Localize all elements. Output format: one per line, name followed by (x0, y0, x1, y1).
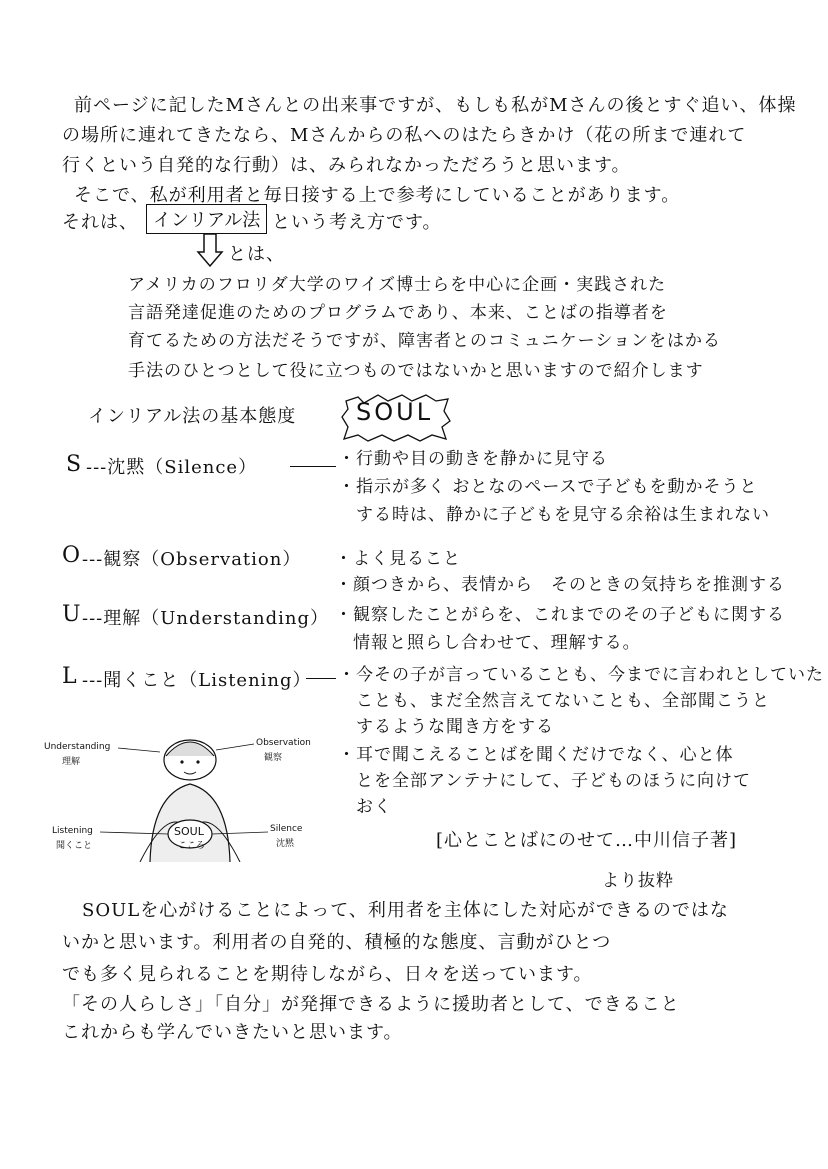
closing-line-2: いかと思います。利用者の自発的、積極的な態度、言動がひとつ (62, 932, 612, 953)
item-l-term: ---聞くこと（Listening） (82, 670, 312, 691)
item-s-desc-1: ・行動や目の動きを静かに見守る (338, 449, 608, 469)
definition-line-2: 言語発達促進のためのプログラムであり、本来、ことばの指導者を (128, 303, 668, 323)
item-l-desc-3: するような聞き方をする (338, 717, 554, 737)
intro-line-2: の場所に連れてきたなら、Mさんからの私へのはたらきかけ（花の所まで連れて (62, 125, 747, 146)
item-u-desc-1: ・観察したことがらを、これまでのその子どもに関する (335, 605, 785, 625)
closing-line-1: SOULを心がけることによって、利用者を主体にした対応ができるのではな (82, 900, 729, 921)
down-arrow-icon (192, 232, 232, 268)
closing-line-4: 「その人らしさ」「自分」が発揮できるように援助者として、できること (62, 994, 680, 1015)
item-l-desc-2: ことも、まだ全然言えてないことも、全部聞こうと (338, 691, 770, 711)
item-o-desc-1: ・よく見ること (335, 549, 461, 569)
illus-center-jp: こころ (178, 841, 206, 851)
item-s-letter: S (66, 452, 83, 477)
illus-observation-label: Observation (256, 738, 311, 748)
illus-silence-label: Silence (270, 824, 303, 834)
intro-line-3: 行くという自発的な行動）は、みられなかっただろうと思います。 (62, 155, 631, 176)
intro-line-4: そこで、私が利用者と毎日接する上で参考にしていることがあります。 (74, 185, 681, 206)
intro-line-1: 前ページに記したMさんとの出来事ですが、もしも私がMさんの後とすぐ追い、体操 (74, 95, 797, 116)
item-l-desc-4: ・耳で聞こえることばを聞くだけでなく、心と体 (338, 745, 734, 765)
item-s-connector (290, 466, 336, 467)
illus-listening-jp: 聞くこと (56, 841, 93, 851)
item-l-connector (306, 678, 336, 679)
item-o-letter: O (62, 543, 82, 568)
closing-line-3: でも多く見られることを期待しながら、日々を送っています。 (62, 964, 593, 985)
item-u-term: ---理解（Understanding） (82, 608, 329, 629)
intro-line-5-prefix: それは、 (62, 212, 138, 233)
definition-line-3: 育てるための方法だそうですが、障害者とのコミュニケーションをはかる (128, 331, 721, 351)
item-u-desc-2: 情報と照らし合わせて、理解する。 (335, 633, 641, 653)
item-u-letter: U (62, 602, 82, 627)
item-l-desc-6: おく (338, 797, 392, 817)
item-s-desc-3: する時は、静かに子どもを見守る余裕は生まれない (338, 505, 770, 525)
item-o-desc-2: ・顔つきから、表情から そのときの気持ちを推測する (335, 575, 785, 595)
intro-line-5-suffix: という考え方です。 (272, 212, 442, 233)
basic-heading: インリアル法の基本態度 (88, 406, 297, 427)
toha-label: とは、 (228, 244, 285, 265)
illus-listening-label: Listening (52, 826, 93, 836)
closing-line-5: これからも学んでいきたいと思います。 (62, 1022, 403, 1043)
source-title-text: 心とことばにのせて…中川信子著 (444, 830, 730, 851)
item-s-term: ---沈黙（Silence） (86, 457, 258, 478)
source-note: より抜粋 (602, 871, 674, 891)
item-l-desc-5: とを全部アンテナにして、子どものほうに向けて (338, 771, 751, 791)
illus-understanding-label: Understanding (44, 742, 111, 752)
illus-observation-jp: 観察 (264, 753, 283, 763)
illus-silence-jp: 沈黙 (276, 839, 295, 849)
item-l-letter: L (62, 664, 78, 689)
definition-line-4: 手法のひとつとして役に立つものではないかと思いますので紹介します (128, 361, 704, 381)
item-l-desc-1: ・今その子が言っていることも、今までに言われとしていた (338, 665, 824, 685)
inreal-method-box: インリアル法 (146, 204, 267, 234)
soul-title: SOUL (356, 398, 434, 426)
illus-center-label: SOUL (174, 825, 204, 838)
item-o-term: ---観察（Observation） (82, 549, 302, 570)
definition-line-1: アメリカのフロリダ大学のワイズ博士らを中心に企画・実践された (128, 275, 667, 295)
source-title: [心とことばにのせて…中川信子著] (436, 830, 738, 851)
illus-understanding-jp: 理解 (62, 757, 81, 767)
item-s-desc-2: ・指示が多く おとなのペースで子どもを動かそうと (338, 477, 758, 497)
